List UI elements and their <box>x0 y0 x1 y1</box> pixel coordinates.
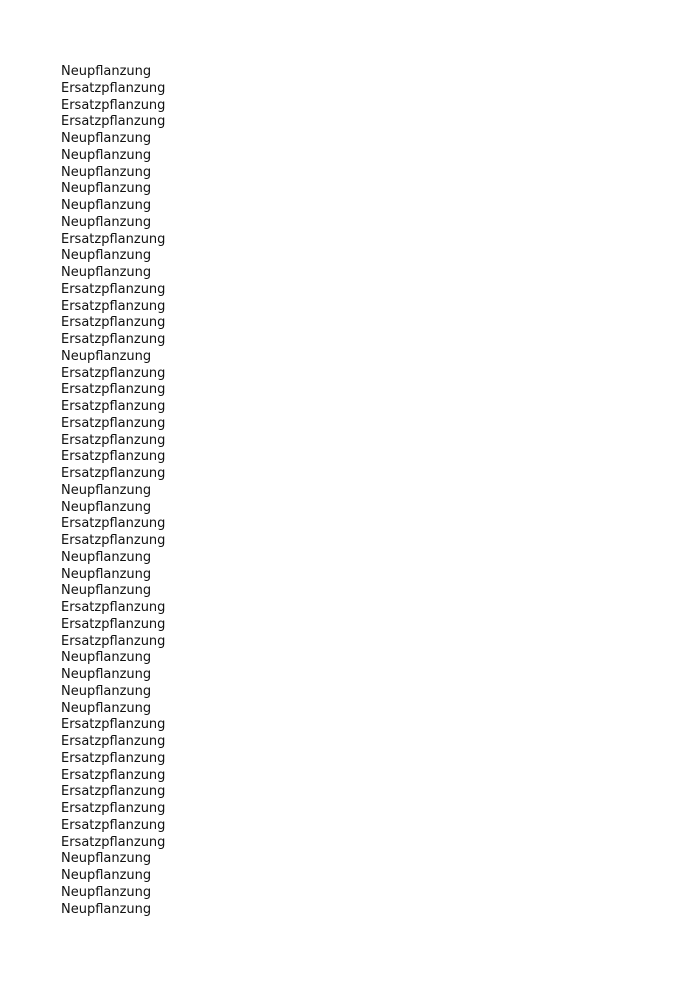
list-item: Ersatzpflanzung <box>61 231 166 247</box>
list-item: Ersatzpflanzung <box>61 382 166 398</box>
list-item: Ersatzpflanzung <box>61 600 166 615</box>
list-item: Ersatzpflanzung <box>61 734 166 749</box>
list-item: Ersatzpflanzung <box>61 533 166 548</box>
list-item: Ersatzpflanzung <box>61 633 166 649</box>
list-item: Neupflanzung <box>61 265 152 280</box>
list-item: Neupflanzung <box>61 851 152 867</box>
planting-type-list <box>61 64 165 918</box>
list-item: Ersatzpflanzung <box>61 717 166 733</box>
list-item: Ersatzpflanzung <box>61 415 166 431</box>
list-item: Neupflanzung <box>61 248 152 264</box>
list-item: Neupflanzung <box>61 164 152 180</box>
list-item: Ersatzpflanzung <box>61 817 166 833</box>
list-item: Ersatzpflanzung <box>61 449 166 465</box>
list-item: Neupflanzung <box>61 482 152 498</box>
list-item: Ersatzpflanzung <box>61 365 166 381</box>
list-item: Ersatzpflanzung <box>61 281 166 297</box>
list-item: Neupflanzung <box>61 583 152 599</box>
list-item: Ersatzpflanzung <box>61 834 166 850</box>
list-item: Ersatzpflanzung <box>61 80 166 96</box>
list-item: Ersatzpflanzung <box>61 466 166 481</box>
list-item: Neupflanzung <box>61 700 152 716</box>
list-item: Ersatzpflanzung <box>61 516 166 532</box>
list-item: Neupflanzung <box>61 884 152 900</box>
list-item: Ersatzpflanzung <box>61 432 166 448</box>
list-item: Ersatzpflanzung <box>61 616 166 632</box>
list-item: Ersatzpflanzung <box>61 315 166 331</box>
list-item: Ersatzpflanzung <box>61 114 166 130</box>
list-item: Ersatzpflanzung <box>61 298 166 314</box>
list-item: Ersatzpflanzung <box>61 332 166 347</box>
list-item: Neupflanzung <box>61 650 152 666</box>
list-item: Ersatzpflanzung <box>61 767 166 783</box>
list-item: Neupflanzung <box>61 198 152 213</box>
list-item: Ersatzpflanzung <box>61 97 166 113</box>
list-item: Neupflanzung <box>61 667 152 682</box>
list-item: Neupflanzung <box>61 214 152 230</box>
list-item: Ersatzpflanzung <box>61 801 166 816</box>
list-item: Neupflanzung <box>61 147 152 163</box>
list-item: Neupflanzung <box>61 64 152 79</box>
list-item: Ersatzpflanzung <box>61 399 166 414</box>
list-item: Neupflanzung <box>61 131 152 146</box>
list-item: Neupflanzung <box>61 181 152 197</box>
list-item: Neupflanzung <box>61 868 152 883</box>
list-item: Neupflanzung <box>61 549 152 565</box>
list-item: Neupflanzung <box>61 499 152 515</box>
list-item: Neupflanzung <box>61 901 152 917</box>
list-item: Neupflanzung <box>61 566 152 582</box>
list-item: Ersatzpflanzung <box>61 784 166 800</box>
list-item: Ersatzpflanzung <box>61 750 166 766</box>
list-item: Neupflanzung <box>61 348 152 364</box>
list-item: Neupflanzung <box>61 683 152 699</box>
